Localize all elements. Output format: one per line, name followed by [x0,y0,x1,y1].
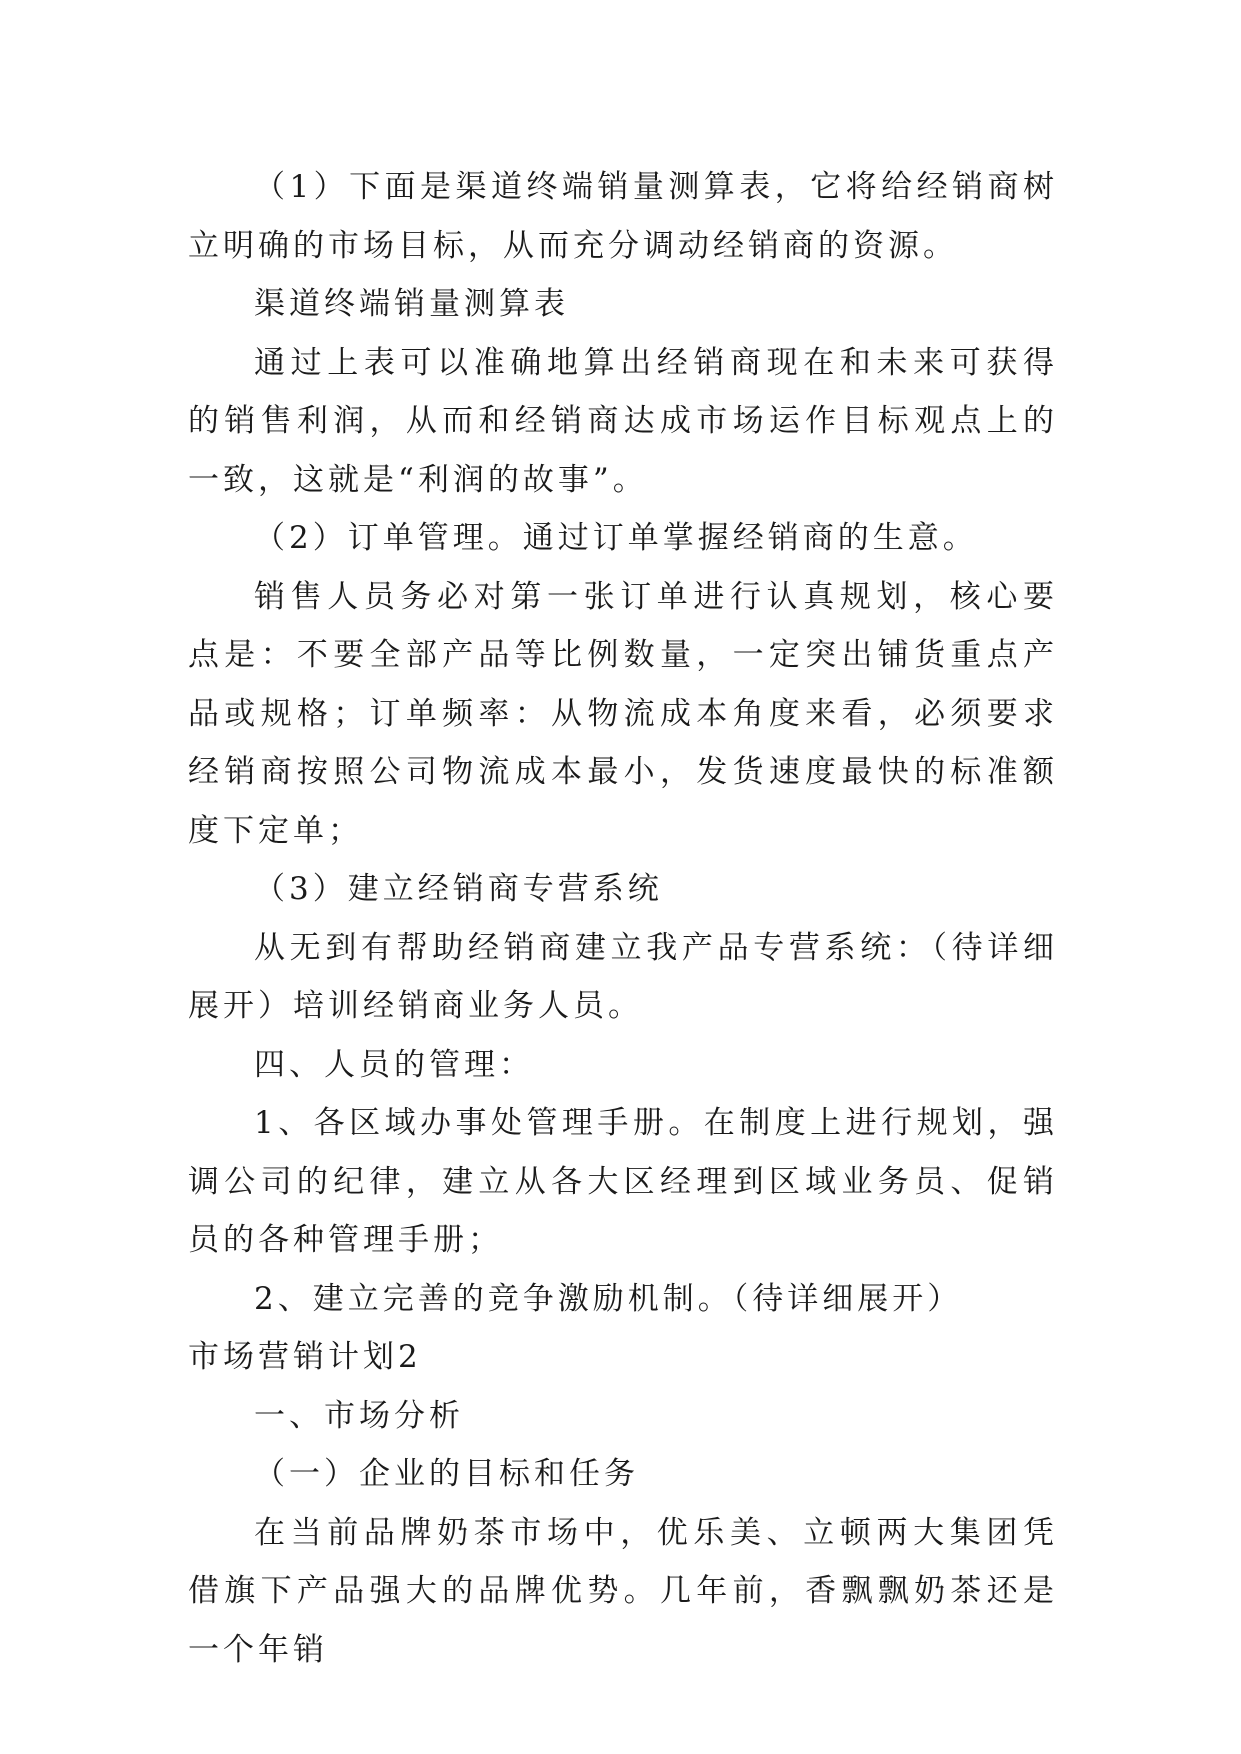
document-page [188,158,1058,1679]
paragraph-exclusive-system-detail: 从无到有帮助经销商建立我产品专营系统：（待详细展开）培训经销商业务人员。 [188,929,1058,1024]
paragraph-exclusive-system: （3）建立经销商专营系统 [254,871,663,907]
paragraph-first-order-planning: 销售人员务必对第一张订单进行认真规划，核心要点是：不要全部产品等比例数量，一定突出铺货重点产品或规格；订单频率：从物流成本角度来看，必须要求经销商按照公司物流成本最小，发货速度最快的标准额度下定单； [188,578,1058,849]
paragraph-profit-story: 通过上表可以准确地算出经销商现在和未来可获得的销售利润，从而和经销商达成市场运作目标观点上的一致，这就是“利润的故事”。 [188,344,1058,498]
paragraph-order-management: （2）订单管理。通过订单掌握经销商的生意。 [254,520,978,556]
section-title-marketing-plan-2: 市场营销计划2 [188,1339,422,1375]
paragraph-sales-table-intro: （1）下面是渠道终端销量测算表，它将给经销商树立明确的市场目标，从而充分调动经销商的资源。 [188,169,1058,264]
paragraph-market-analysis-heading: 一、市场分析 [254,1397,464,1434]
paragraph-table-caption: 渠道终端销量测算表 [254,286,569,322]
paragraph-personnel-heading: 四、人员的管理： [254,1046,534,1083]
paragraph-incentive-mechanism: 2、建立完善的竞争激励机制。（待详细展开） [254,1280,963,1317]
paragraph-office-handbook: 1、各区域办事处管理手册。在制度上进行规划，强调公司的纪律，建立从各大区经理到区域业务员、促销员的各种管理手册； [188,1105,1058,1258]
paragraph-milk-tea-market: 在当前品牌奶茶市场中，优乐美、立顿两大集团凭借旗下产品强大的品牌优势。几年前，香飘飘奶茶还是一个年销 [188,1514,1058,1668]
paragraph-goals-heading: （一）企业的目标和任务 [254,1456,639,1492]
